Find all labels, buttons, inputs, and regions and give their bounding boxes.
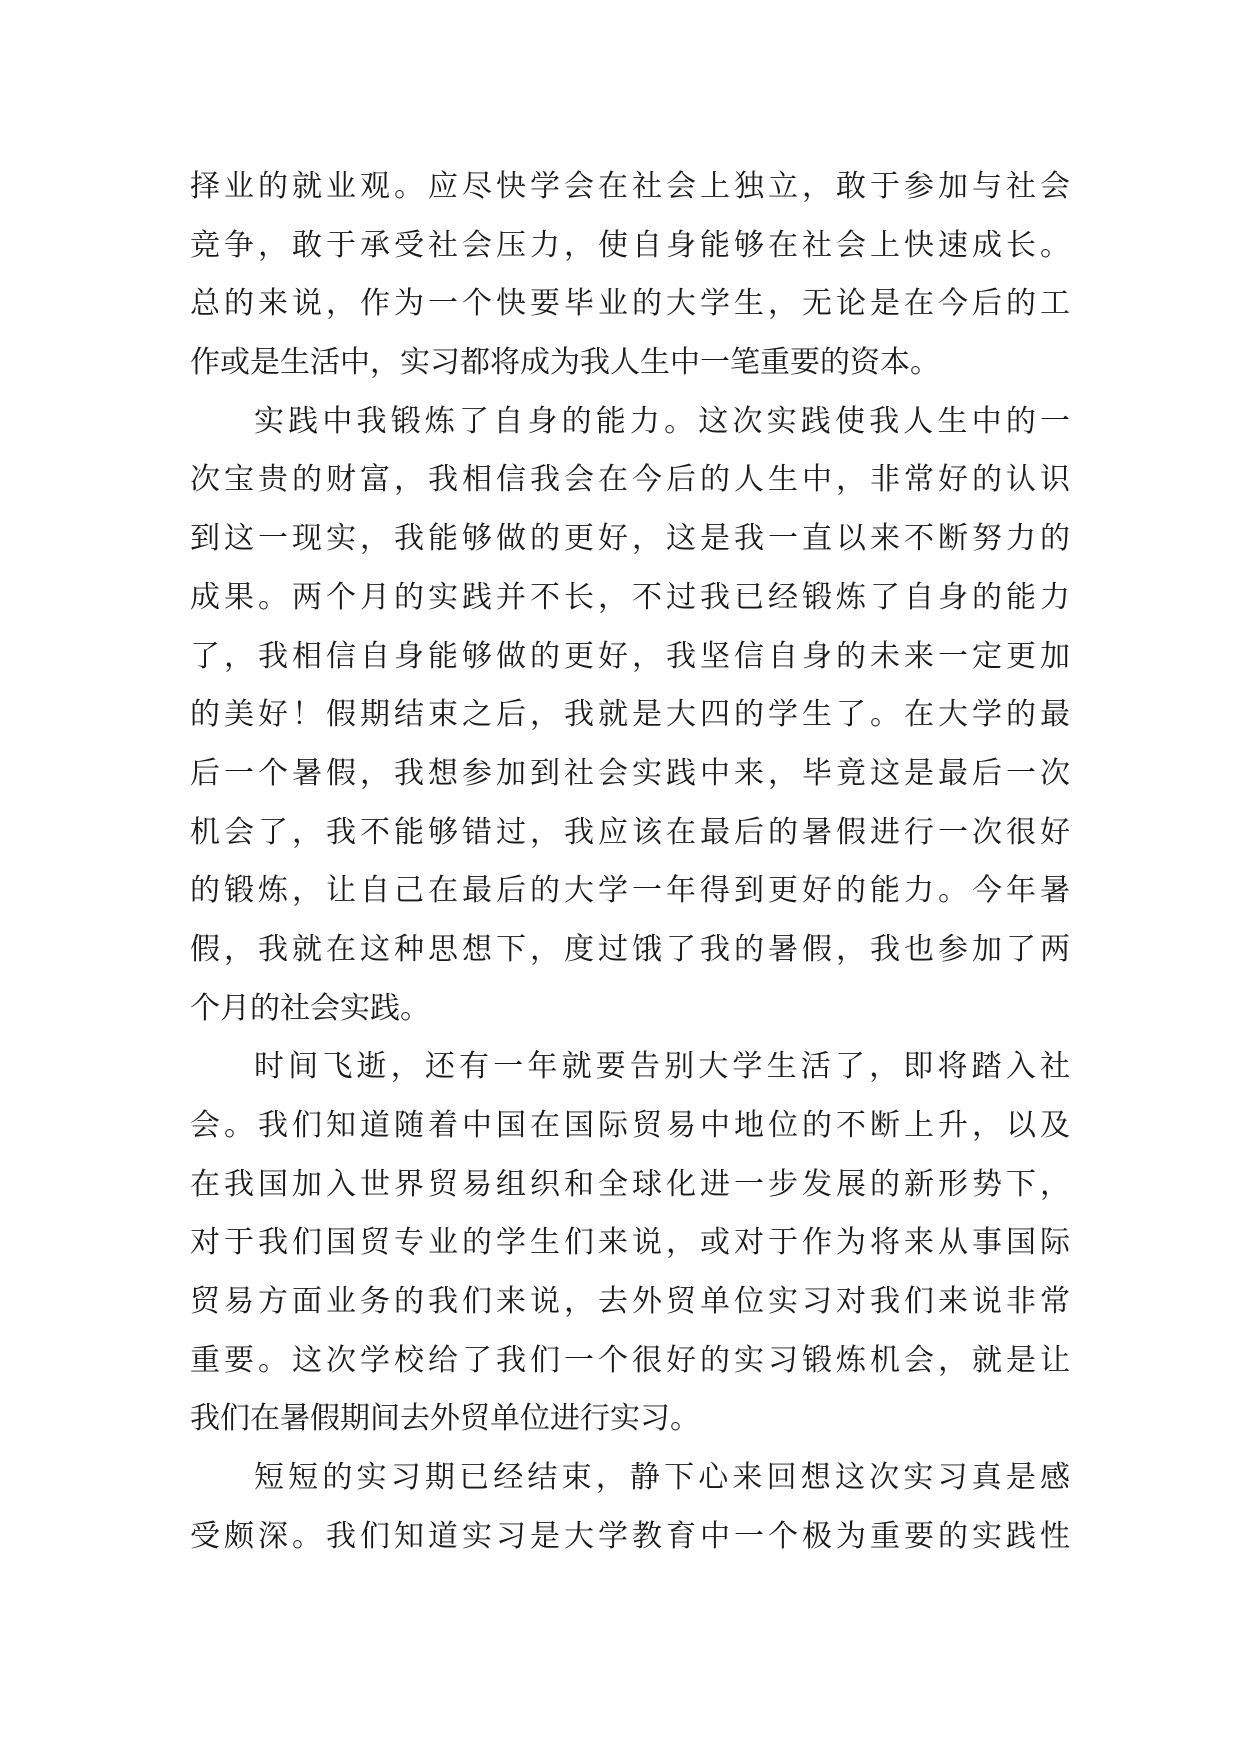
text-line: 假，我就在这种思想下，度过饿了我的暑假，我也参加了两 [190, 931, 1070, 967]
text-line: 的锻炼，让自己在最后的大学一年得到更好的能力。今年暑 [190, 873, 1070, 909]
text-line: 了，我相信自身能够做的更好，我坚信自身的未来一定更加 [190, 638, 1070, 674]
text-line: 总的来说，作为一个快要毕业的大学生，无论是在今后的工 [190, 286, 1070, 322]
text-line: 对于我们国贸专业的学生们来说，或对于作为将来从事国际 [190, 1225, 1070, 1261]
paragraph-3 [190, 1038, 1070, 1449]
text-line: 在我国加入世界贸易组织和全球化进一步发展的新形势下， [190, 1166, 1070, 1202]
text-line: 的美好！假期结束之后，我就是大四的学生了。在大学的最 [190, 697, 1070, 733]
paragraph-1 [190, 158, 1070, 393]
document-body [190, 158, 1070, 1567]
text-line: 择业的就业观。应尽快学会在社会上独立，敢于参加与社会 [190, 169, 1070, 204]
paragraph-2 [190, 393, 1070, 1039]
text-line: 实践中我锻炼了自身的能力。这次实践使我人生中的一 [254, 403, 1070, 439]
text-line: 重要。这次学校给了我们一个很好的实习锻炼机会，就是让 [190, 1342, 1070, 1378]
text-line: 竞争，敢于承受社会压力，使自身能够在社会上快速成长。 [190, 227, 1070, 263]
text-line: 短短的实习期已经结束，静下心来回想这次实习真是感 [254, 1460, 1070, 1496]
text-line: 成果。两个月的实践并不长，不过我已经锻炼了自身的能力 [190, 579, 1070, 615]
text-line: 机会了，我不能够错过，我应该在最后的暑假进行一次很好 [190, 814, 1070, 850]
text-line: 次宝贵的财富，我相信我会在今后的人生中，非常好的认识 [190, 462, 1070, 498]
text-line: 我们在暑假期间去外贸单位进行实习。 [190, 1401, 700, 1437]
text-line: 会。我们知道随着中国在国际贸易中地位的不断上升，以及 [190, 1108, 1070, 1143]
text-line: 后一个暑假，我想参加到社会实践中来，毕竟这是最后一次 [190, 755, 1070, 791]
text-line: 个月的社会实践。 [190, 990, 430, 1026]
text-line: 到这一现实，我能够做的更好，这是我一直以来不断努力的 [190, 521, 1070, 557]
text-line: 受颇深。我们知道实习是大学教育中一个极为重要的实践性 [190, 1518, 1070, 1554]
paragraph-4 [190, 1449, 1070, 1566]
text-line: 作或是生活中，实习都将成为我人生中一笔重要的资本。 [190, 345, 940, 381]
text-line: 时间飞逝，还有一年就要告别大学生活了，即将踏入社 [254, 1049, 1070, 1085]
text-line: 贸易方面业务的我们来说，去外贸单位实习对我们来说非常 [190, 1284, 1070, 1320]
